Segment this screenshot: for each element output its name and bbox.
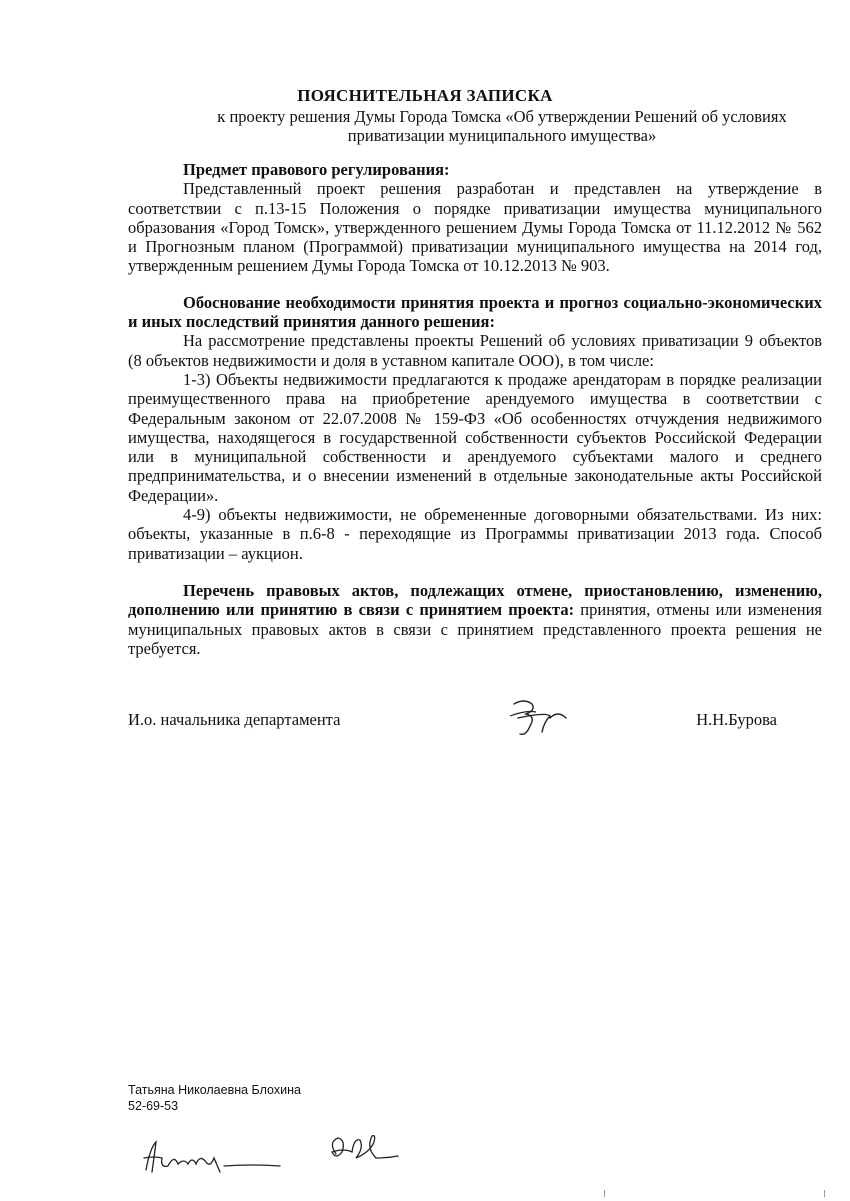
section-1-heading: Предмет правового регулирования:: [183, 160, 450, 179]
document-subtitle: [180, 107, 824, 145]
contact-phone: 52-69-53: [128, 1099, 179, 1113]
subtitle-line-1: к проекту решения Думы Города Томска «Об утверждении Решений об условиях: [217, 107, 787, 126]
handwritten-signature-icon: [506, 696, 576, 748]
section-2-intro: На рассмотрение представлены проекты Решений об условиях приватизации 9 объектов (8 объектов недвижимости и доля в уставном капитале ООО), в том числе:: [128, 331, 822, 370]
section-3-heading: Перечень правовых актов, подлежащих отмене, приостановлению, изменению, дополнению или принятию в связи с принятием проекта:: [128, 580, 822, 620]
signature-block: [128, 710, 822, 750]
approval-initials-icon: [140, 1128, 420, 1178]
section-2-heading: Обоснование необходимости принятия проекта и прогноз социально-экономических и иных последствий принятия данного решения:: [128, 292, 822, 332]
contact-name: Татьяна Николаевна Блохина: [128, 1083, 301, 1097]
section-2-item-2: 4-9) объекты недвижимости, не обремененные договорными обязательствами. Из них: объекты, указанные в п.6-8 - переходящие из Программы приватизации 2013 года. Способ приватизации – аукцион.: [128, 505, 822, 563]
section-1-text: Представленный проект решения разработан и представлен на утверждение в соответствии с п.13-15 Положения о порядке приватизации имущества муниципального образования «Город Томск», утвержденного решением Думы Города Томска от 11.12.2012 № 562 и Прогнозным планом (Программой) приватизации муниципального имущества на 2014 год, утвержденным решением Думы Города Томска от 10.12.2013 № 903.: [128, 179, 822, 276]
signer-role: И.о. начальника департамента: [128, 710, 341, 729]
scan-artifact: [604, 1190, 605, 1197]
section-3-paragraph: [128, 581, 822, 658]
contact-info: [128, 1082, 301, 1114]
document-body: [128, 160, 822, 658]
scan-artifact: [824, 1190, 825, 1197]
subtitle-line-2: приватизации муниципального имущества»: [347, 126, 657, 145]
section-2-item-1: 1-3) Объекты недвижимости предлагаются к продаже арендаторам в порядке реализации преимущественного права на приобретение арендуемого имущества в соответствии с Федеральным законом от 22.07.2008 № 159-ФЗ «Об особенностях отчуждения недвижимого имущества, находящегося в государственной собственности субъектов Российской Федерации или в муниципальной собственности и арендуемого субъектами малого и среднего предпринимательства, и о внесении изменений в отдельные законодательные акты Российской Федерации».: [128, 369, 822, 505]
section-3-text: принятия, отмены или изменения муниципальных правовых актов в связи с принятием представленного проекта решения не требуется.: [128, 600, 823, 658]
signer-name: Н.Н.Бурова: [696, 710, 777, 729]
document-title: ПОЯСНИТЕЛЬНАЯ ЗАПИСКА: [297, 86, 553, 105]
